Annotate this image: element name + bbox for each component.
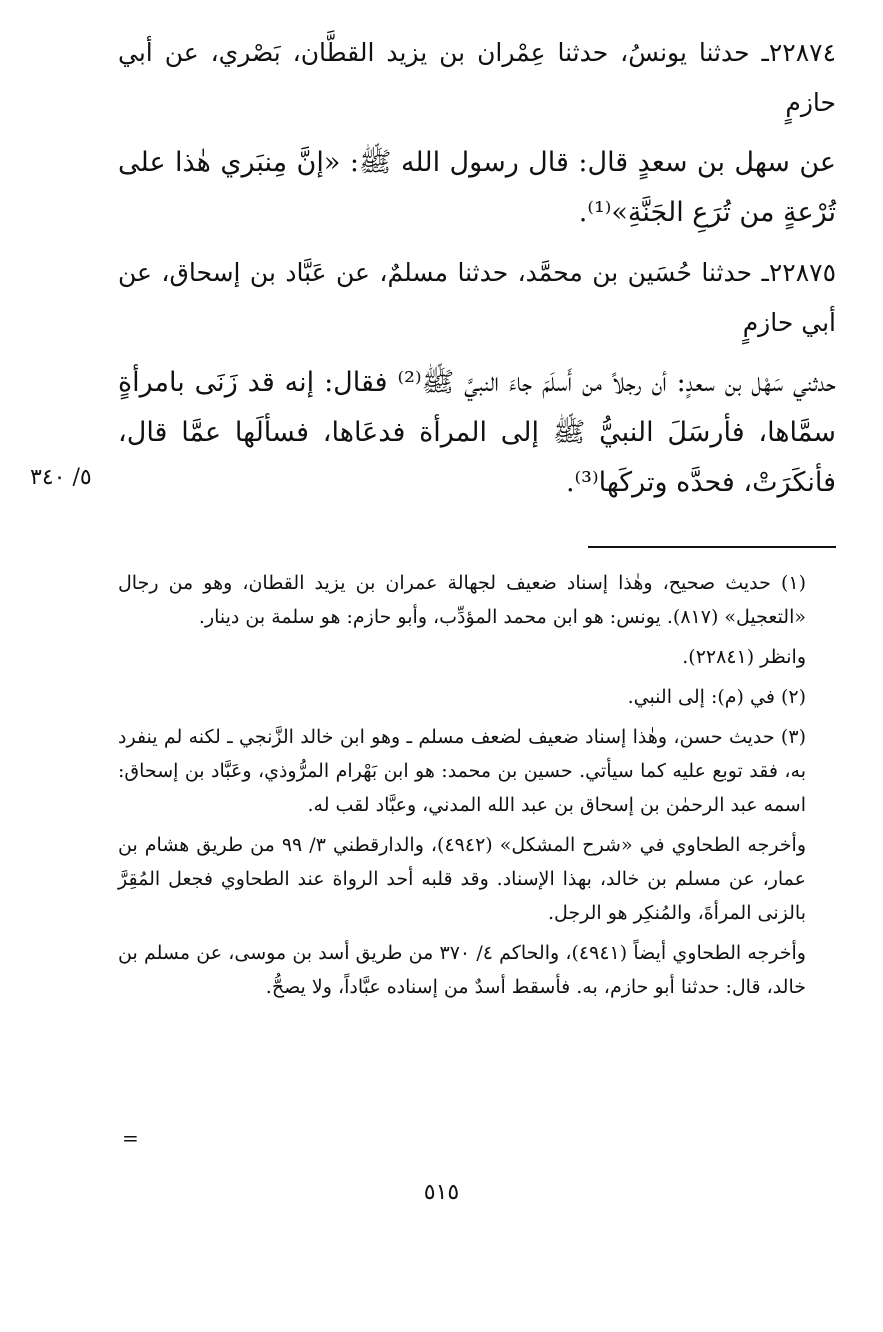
footnote-divider [588, 546, 836, 548]
hadith-22875-isnad: ٢٢٨٧٥ـ حدثنا حُسَين بن محمَّد، حدثنا مسلمٌ، عن عَبَّاد بن إسحاق، عن أبي حازمٍ [118, 258, 836, 337]
footnote-3-takhrij-2: وأخرجه الطحاوي أيضاً (٤٩٤١)، والحاكم ٤/ ٣٧٠ من طريق أسد بن موسى، عن مسلم بن خالد، قال: حدثنا أبو حازم، به. فأسقط أسدٌ من إسناده عبَّاداً، ولا يصحُّ. [118, 942, 806, 998]
footnote-2: (٢) في (م): إلى النبي. [627, 686, 806, 708]
footnotes [118, 566, 836, 1004]
footnote-1: (١) حديث صحيح، وهٰذا إسناد ضعيف لجهالة عمران بن يزيد القطان، وهو من رجال «التعجيل» (٨١٧). يونس: هو ابن محمد المؤدِّب، وأبو حازم: هو سلمة بن دينار. [118, 572, 806, 628]
main-text [118, 28, 836, 508]
footnote-1-see-also: وانظر (٢٢٨٤١). [682, 646, 806, 668]
continuation-mark: = [122, 1126, 139, 1150]
page-number: ٥١٥ [423, 1180, 460, 1205]
hadith-22874-matn: عن سهل بن سعدٍ قال: قال رسول الله ﷺ: «إنَّ مِنبَري هٰذا على تُرْعةٍ من تُرَعِ الجَنَّةِ»⁽¹⁾. [118, 147, 836, 228]
margin-volume-page-reference: ٥/ ٣٤٠ [30, 465, 92, 490]
footnote-3: (٣) حديث حسن، وهٰذا إسناد ضعيف لضعف مسلم ـ وهو ابن خالد الزَّنجي ـ لكنه لم ينفرد به، فقد توبع عليه كما سيأتي. حسين بن محمد: هو ابن بَهْرام المرُّوذي، وعَبَّاد بن إسحاق: اسمه عبد الرحمٰن بن إسحاق بن عبد الله المدني، وعبَّاد لقب له. [118, 726, 806, 816]
hadith-22875-matn: حدثني سَهْل بن سعدٍ: أن رجلاً من أَسلَمَ جاءَ النبيَّ ﷺ⁽²⁾ فقال: إنه قد زَنَى بامرأةٍ سمَّاها، فأرسَلَ النبيُّ ﷺ إلى المرأة فدعَاها، فسألَها عمَّا قال، فأنكَرَتْ، فحدَّه وتركَها⁽³⁾. [118, 367, 836, 498]
hadith-22874-isnad: ٢٢٨٧٤ـ حدثنا يونسُ، حدثنا عِمْران بن يزيد القطَّان، بَصْري، عن أبي حازمٍ [118, 38, 836, 117]
page-body [118, 28, 836, 1004]
footnote-3-takhrij-1: وأخرجه الطحاوي في «شرح المشكل» (٤٩٤٢)، والدارقطني ٣/ ٩٩ من طريق هشام بن عمار، عن مسلم بن خالد، بهذا الإسناد. وقد قلبه أحد الرواة عند الطحاوي فجعل المُقِرَّ بالزنى المرأةَ، والمُنكِر هو الرجل. [118, 834, 807, 924]
